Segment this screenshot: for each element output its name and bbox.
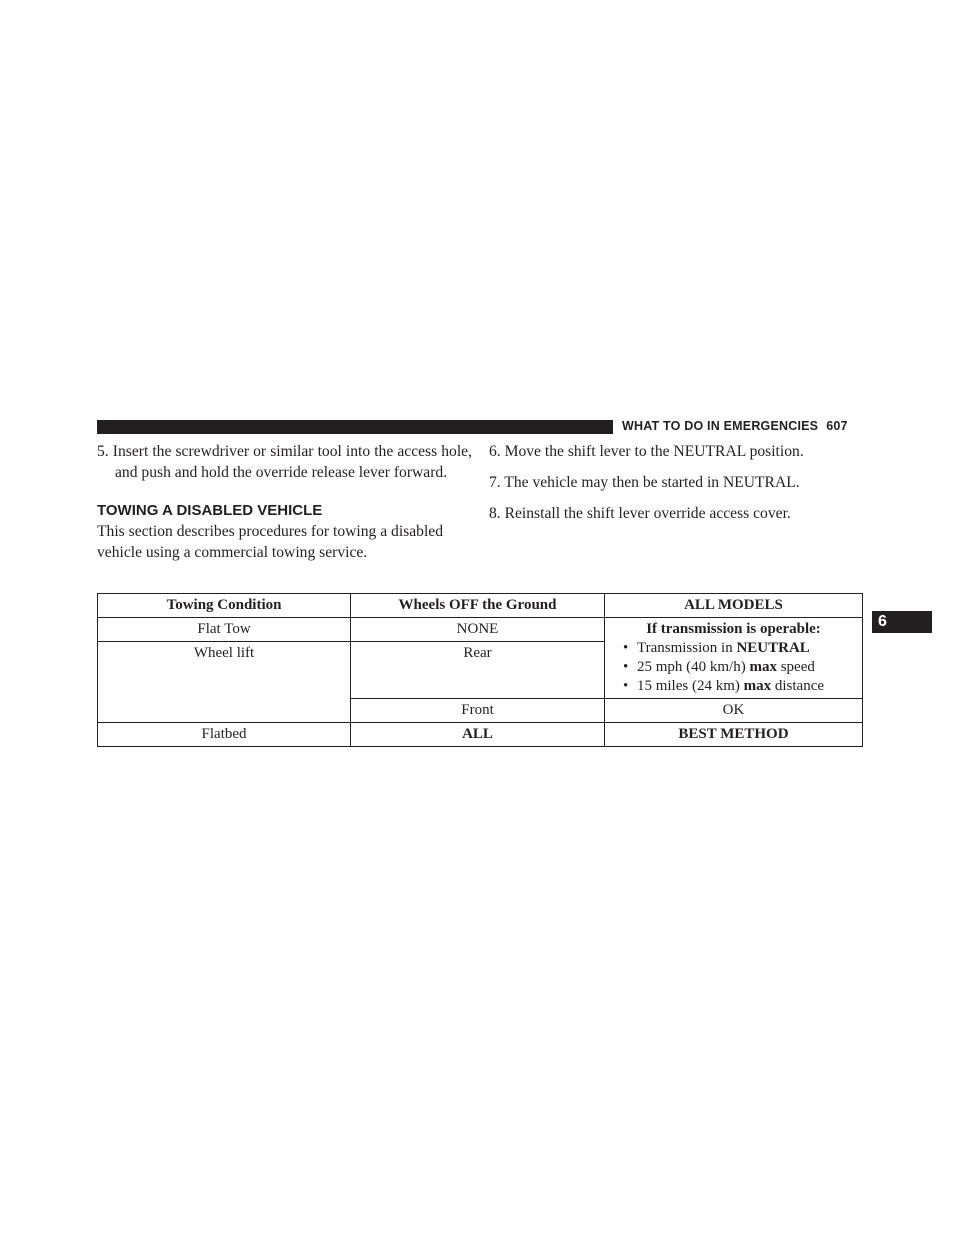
page-number: 607 [826,419,848,433]
chapter-tab: 6 [872,611,932,633]
table-cell: ALL [351,723,605,747]
section-paragraph: This section describes procedures for towing a disabled vehicle using a commercial towing service. [97,523,443,561]
step-6: 6. Move the shift lever to the NEUTRAL position. [489,443,804,460]
table-cell: Wheel lift [98,642,351,723]
table-row [98,618,863,642]
running-header [622,419,862,433]
conditions-list [611,639,856,696]
table-cell: OK [604,699,862,723]
step-5: 5. Insert the screwdriver or similar tool into the access hole, and push and hold the override release lever forward. [97,443,472,481]
step-8: 8. Reinstall the shift lever override access cover. [489,505,791,522]
step-7: 7. The vehicle may then be started in NEUTRAL. [489,474,800,491]
list-item: • 15 miles (24 km) max distance [623,677,856,696]
table-cell: NONE [351,618,605,642]
conditions-title: If transmission is operable: [646,621,821,637]
header-rule [97,420,613,434]
list-item: • Transmission in NEUTRAL [623,639,856,658]
table-cell: Flatbed [98,723,351,747]
section-title: WHAT TO DO IN EMERGENCIES [622,419,819,433]
header-cell: Towing Condition [98,594,351,618]
header-cell: Wheels OFF the Ground [351,594,605,618]
table-row [98,723,863,747]
conditions-cell [604,618,862,699]
table-cell: Front [351,699,605,723]
table-cell: Rear [351,642,605,699]
table-cell: BEST METHOD [604,723,862,747]
section-heading: TOWING A DISABLED VEHICLE [97,502,323,519]
towing-table [97,593,863,747]
list-item: • 25 mph (40 km/h) max speed [623,658,856,677]
right-column [489,441,864,534]
table-cell: Flat Tow [98,618,351,642]
table-header-row [98,594,863,618]
left-column [97,441,472,563]
header-cell: ALL MODELS [604,594,862,618]
